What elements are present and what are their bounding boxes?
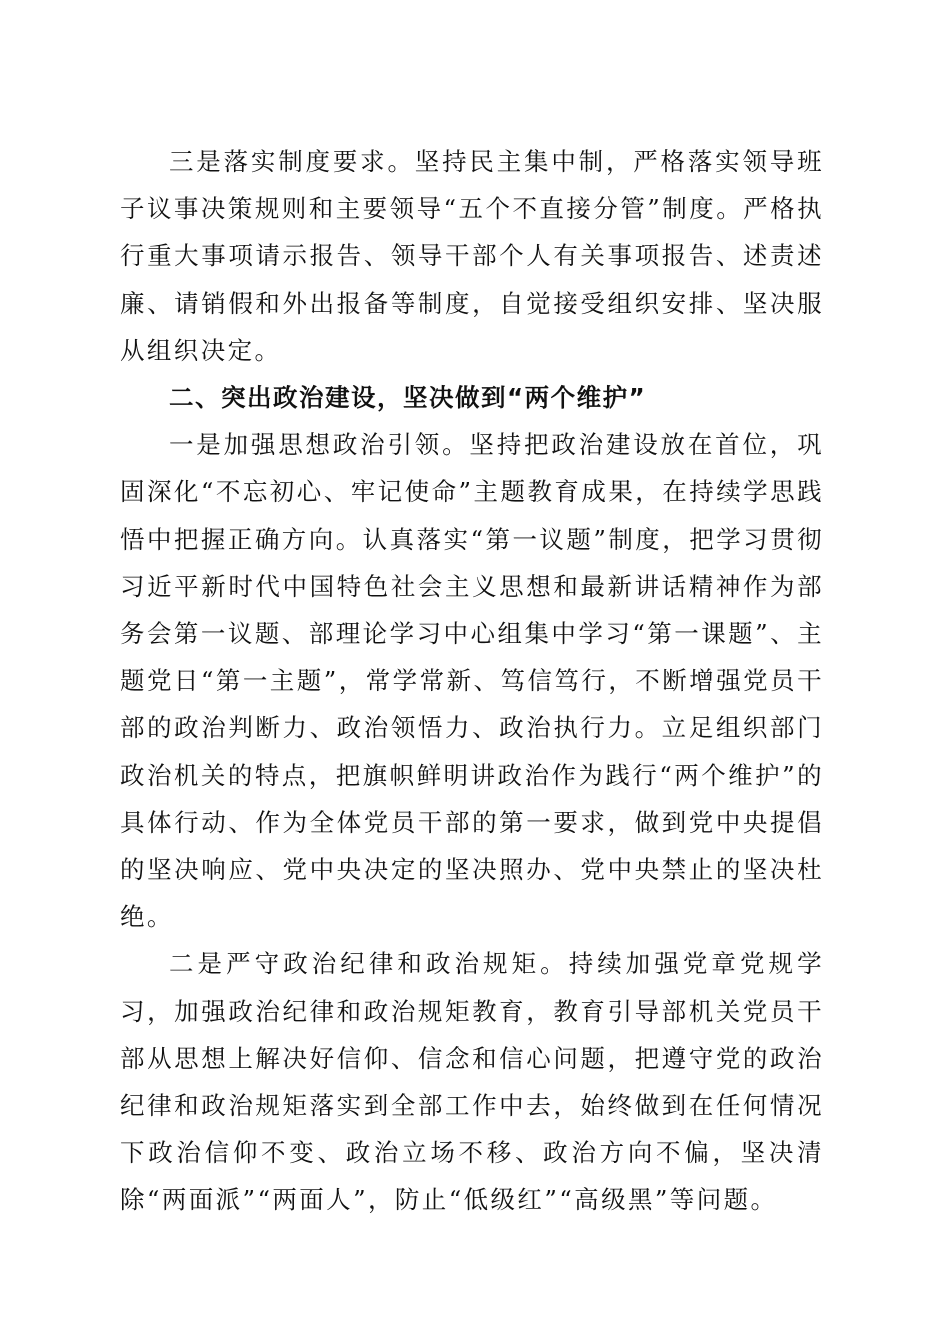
paragraph-text: 持续加强党章党规学习，加强政治纪律和政治规矩教育，教育引导部机关党员干部从思想上解决好信仰、信念和信心问题，把遵守党的政治纪律和政治规矩落实到全部工作中去，始终做到在任何情况下政治信仰不变、政治立场不移、政治方向不偏，坚决清除“两面派”“两面人”，防止“低级红”“高级黑”等问题。 bbox=[120, 949, 824, 1215]
paragraph-lead: 二是严守政治纪律和政治规矩。 bbox=[169, 949, 569, 979]
paragraph-institutional-requirements bbox=[120, 138, 824, 374]
paragraph-ideological-guidance bbox=[120, 421, 824, 940]
paragraph-lead: 一是加强思想政治引领。 bbox=[169, 430, 470, 460]
document-body bbox=[120, 138, 824, 1224]
paragraph-text: 坚持民主集中制，严格落实领导班子议事决策规则和主要领导“五个不直接分管”制度。严格执行重大事项请示报告、领导干部个人有关事项报告、述责述廉、请销假和外出报备等制度，自觉接受组织安排、坚决服从组织决定。 bbox=[120, 147, 824, 365]
paragraph-text: 坚持把政治建设放在首位，巩固深化“不忘初心、牢记使命”主题教育成果，在持续学思践悟中把握正确方向。认真落实“第一议题”制度，把学习贯彻习近平新时代中国特色社会主义思想和最新讲话精神作为部务会第一议题、部理论学习中心组集中学习“第一课题”、主题党日“第一主题”，常学常新、笃信笃行，不断增强党员干部的政治判断力、政治领悟力、政治执行力。立足组织部门政治机关的特点，把旗帜鲜明讲政治作为践行“两个维护”的具体行动、作为全体党员干部的第一要求，做到党中央提倡的坚决响应、党中央决定的坚决照办、党中央禁止的坚决杜绝。 bbox=[120, 430, 824, 932]
paragraph-lead: 三是落实制度要求。 bbox=[169, 147, 415, 176]
section-heading: 二、突出政治建设，坚决做到“两个维护” bbox=[169, 383, 647, 413]
paragraph-political-discipline bbox=[120, 940, 824, 1223]
